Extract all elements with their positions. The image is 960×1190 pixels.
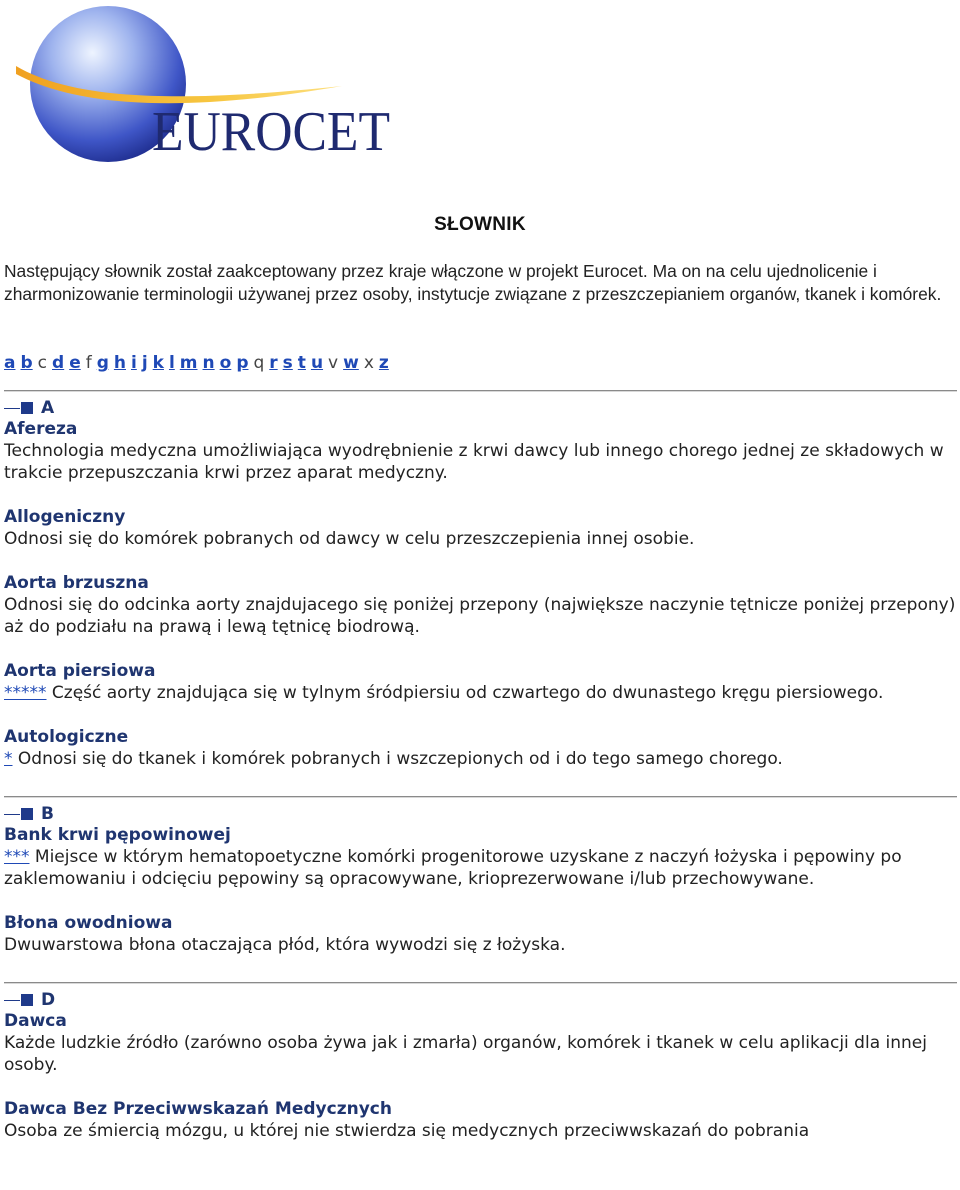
entry-spacer	[4, 1076, 957, 1098]
glossary-definition	[4, 1032, 957, 1076]
alphabet-letter-n[interactable]: n	[202, 353, 215, 373]
alphabet-letter-b[interactable]: b	[20, 353, 33, 373]
section-spacer	[4, 956, 957, 982]
entry-spacer	[4, 638, 957, 660]
entry-spacer	[4, 550, 957, 572]
definition-text: Każde ludzkie źródło (zarówno osoba żywa jak i zmarła) organów, komórek i tkanek w celu aplikacji dla innej osoby.	[4, 1033, 927, 1075]
section-marker-icon	[4, 994, 33, 1006]
glossary-definition	[4, 934, 957, 956]
glossary-term: Aorta piersiowa	[4, 661, 156, 681]
section-header	[4, 990, 957, 1010]
glossary-entry	[4, 726, 957, 770]
alphabet-letter-r[interactable]: r	[269, 353, 278, 373]
definition-text: Miejsce w którym hematopoetyczne komórki progenitorowe uzyskane z naczyń łożyska i pępowiny po zaklemowaniu i odcięciu pępowiny są opracowywane, krioprezerwowane i/lub przechowywane.	[4, 847, 902, 889]
section-marker-icon	[4, 402, 33, 414]
glossary-content	[4, 390, 957, 1142]
alphabet-letter-p[interactable]: p	[236, 353, 249, 373]
section-marker-icon	[4, 808, 33, 820]
glossary-definition	[4, 682, 957, 704]
entry-spacer	[4, 704, 957, 726]
alphabet-navigation	[4, 352, 394, 374]
glossary-definition	[4, 594, 957, 638]
glossary-entry	[4, 1010, 957, 1076]
section-divider	[4, 390, 957, 392]
entry-spacer	[4, 890, 957, 912]
glossary-term: Autologiczne	[4, 727, 129, 747]
glossary-entry	[4, 1098, 957, 1142]
alphabet-letter-x: x	[363, 353, 374, 373]
alphabet-letter-d[interactable]: d	[52, 353, 65, 373]
alphabet-letter-h[interactable]: h	[113, 353, 126, 373]
glossary-term: Bank krwi pępowinowej	[4, 825, 231, 845]
definition-text: Dwuwarstowa błona otaczająca płód, która wywodzi się z łożyska.	[4, 935, 566, 955]
glossary-entry	[4, 912, 957, 956]
glossary-definition	[4, 748, 957, 770]
section-header	[4, 804, 957, 824]
alphabet-letter-a[interactable]: a	[4, 353, 16, 373]
section-divider	[4, 982, 957, 984]
glossary-term: Dawca	[4, 1011, 67, 1031]
footnote-link[interactable]: *	[4, 749, 13, 769]
alphabet-letter-q: q	[253, 353, 265, 373]
footnote-link[interactable]: *****	[4, 683, 47, 703]
alphabet-letter-j[interactable]: j	[141, 353, 148, 373]
section-letter: D	[41, 990, 56, 1010]
alphabet-letter-w[interactable]: w	[343, 353, 359, 373]
alphabet-letter-l[interactable]: l	[168, 353, 175, 373]
glossary-entry	[4, 418, 957, 484]
eurocet-logo-graphic	[12, 4, 402, 164]
definition-text: Odnosi się do odcinka aorty znajdujacego się poniżej przepony (największe naczynie tętnicze poniżej przepony) aż do podziału na prawą i lewą tętnicę biodrową.	[4, 595, 956, 637]
alphabet-letter-c: c	[37, 353, 48, 373]
definition-text: Osoba ze śmiercią mózgu, u której nie stwierdza się medycznych przeciwwskazań do pobrania	[4, 1121, 810, 1141]
definition-text: Odnosi się do komórek pobranych od dawcy w celu przeszczepienia innej osobie.	[4, 529, 695, 549]
glossary-term: Allogeniczny	[4, 507, 126, 527]
glossary-section	[4, 390, 957, 796]
glossary-entry	[4, 824, 957, 890]
glossary-entry	[4, 660, 957, 704]
definition-text: Technologia medyczna umożliwiająca wyodrębnienie z krwi dawcy lub innego chorego jednej ze składowych w trakcie przepuszczania krwi przez aparat medyczny.	[4, 441, 944, 483]
alphabet-letter-g[interactable]: g	[96, 353, 109, 373]
definition-text: Część aorty znajdująca się w tylnym śródpiersiu od czwartego do dwunastego kręgu piersiowego.	[51, 683, 884, 703]
alphabet-letter-m[interactable]: m	[179, 353, 198, 373]
glossary-section	[4, 796, 957, 982]
glossary-definition	[4, 1120, 957, 1142]
section-letter: B	[41, 804, 54, 824]
definition-text: Odnosi się do tkanek i komórek pobranych i wszczepionych od i do tego samego chorego.	[17, 749, 783, 769]
intro-paragraph: Następujący słownik został zaakceptowany przez kraje włączone w projekt Eurocet. Ma on na celu ujednolicenie i zharmonizowanie terminologii używanej przez osoby, instytucje związane z przeszczepianiem organów, tkanek i komórek.	[4, 261, 942, 304]
section-spacer	[4, 770, 957, 796]
page-title: SŁOWNIK	[434, 214, 526, 235]
glossary-definition	[4, 846, 957, 890]
alphabet-letter-v: v	[328, 353, 339, 373]
eurocet-logo	[12, 4, 402, 164]
alphabet-letter-t[interactable]: t	[297, 353, 306, 373]
eurocet-logo-text	[152, 101, 390, 163]
alphabet-letter-z[interactable]: z	[378, 353, 389, 373]
alphabet-letter-e[interactable]: e	[69, 353, 81, 373]
alphabet-letter-i[interactable]: i	[131, 353, 137, 373]
alphabet-letter-u[interactable]: u	[310, 353, 324, 373]
entry-spacer	[4, 484, 957, 506]
alphabet-letter-k[interactable]: k	[152, 353, 164, 373]
alphabet-letter-s[interactable]: s	[282, 353, 293, 373]
glossary-entry	[4, 506, 957, 550]
alphabet-letter-o[interactable]: o	[219, 353, 232, 373]
glossary-definition	[4, 528, 957, 550]
svg-text:EUROCET: EUROCET	[152, 101, 390, 163]
glossary-term: Błona owodniowa	[4, 913, 173, 933]
glossary-entry	[4, 572, 957, 638]
glossary-term: Aorta brzuszna	[4, 573, 149, 593]
footnote-link[interactable]: ***	[4, 847, 30, 867]
alphabet-letter-f: f	[85, 353, 92, 373]
section-divider	[4, 796, 957, 798]
section-header	[4, 398, 957, 418]
glossary-section	[4, 982, 957, 1142]
glossary-term: Afereza	[4, 419, 78, 439]
glossary-term: Dawca Bez Przeciwwskazań Medycznych	[4, 1099, 392, 1119]
section-letter: A	[41, 398, 55, 418]
glossary-definition	[4, 440, 957, 484]
